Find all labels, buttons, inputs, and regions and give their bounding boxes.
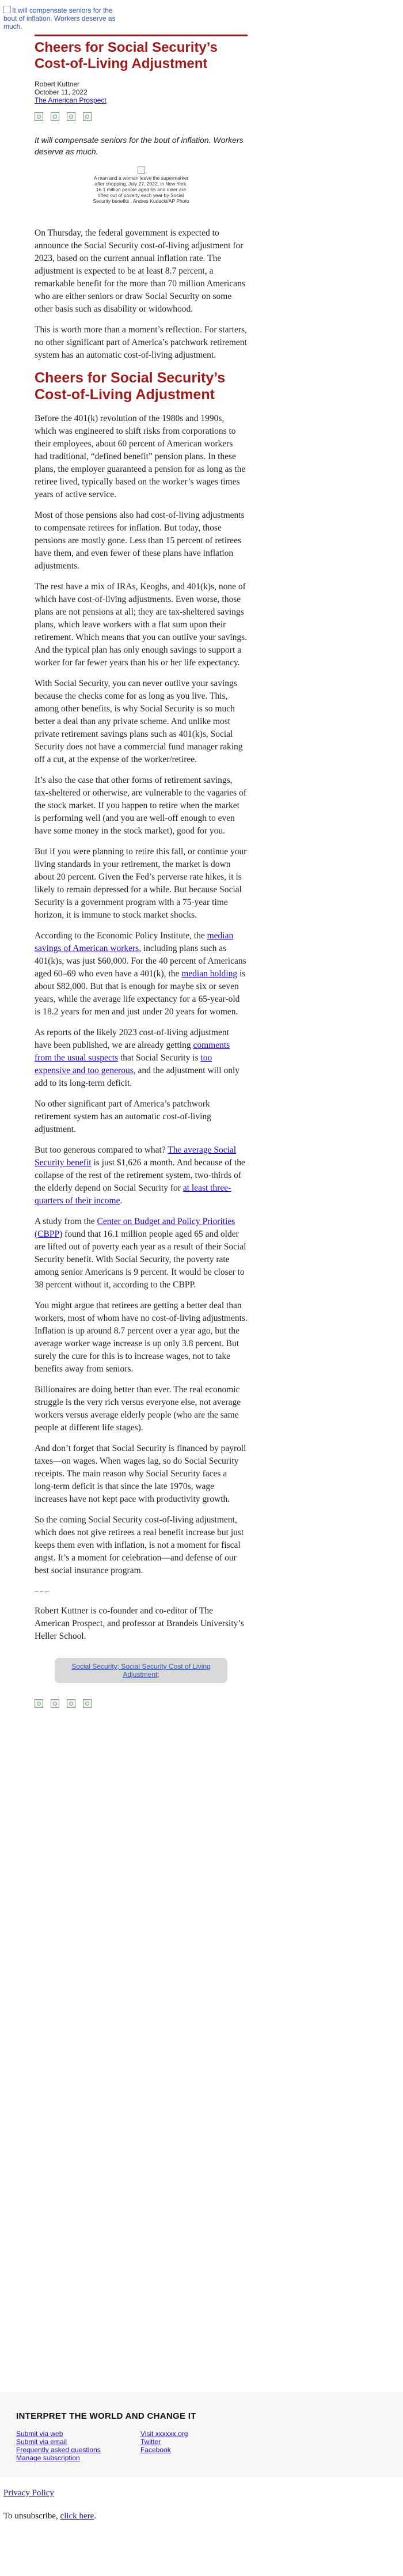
cbpp-link[interactable]: Center on Budget and Policy Priorities (CBPP)	[35, 1217, 235, 1239]
paragraph: With Social Security, you can never outlive your savings because the checks come for as long as you live. This, among other benefits, is why Social Security is so much better a deal than any private scheme. And unlike most private retirement savings plans such as 401(k)s, Social Security does not have a commercial fund manager raking off a cut, at the expense of the worker/retiree.	[35, 679, 243, 764]
paragraph: But if you were planning to retire this fall, or continue your living standards in your retirement, the market is down about 20 percent. Given the Fed’s perverse rate hikes, it is likely to remain depressed for a while. But because Social Security is a government program with a 75-year time horizon, it is immune to stock market shocks.	[35, 847, 247, 920]
paragraph	[35, 1215, 248, 1291]
paragraph: Most of those pensions also had cost-of-living adjustments to compensate retirees for inflation. But today, those pensions are mostly gone. Less than 15 percent of retirees have them, and even fewer of these plans have inflation adjustments.	[35, 510, 245, 571]
share-email-icon[interactable]	[83, 112, 92, 121]
paragraph: And don’t forget that Social Security is financed by payroll taxes—on wages. When wages lag, so do Social Security receipts. The main reason why Social Security faces a long-term deficit is that since the late 1970s, wage increases have not kept pace with productivity growth.	[35, 1444, 246, 1504]
footer-links-left	[16, 2430, 101, 2462]
text: But too generous compared to what?	[35, 1145, 168, 1155]
divider: ~~~	[35, 1587, 51, 1596]
share-facebook-icon[interactable]	[35, 112, 43, 121]
median-holding-link[interactable]: median holding	[181, 969, 238, 979]
subhead: It will compensate seniors for the bout of inflation. Workers deserve as much.	[35, 135, 244, 156]
share-twitter-icon[interactable]	[51, 112, 59, 121]
paragraph: No other significant part of America’s patchwork retirement system has an automatic cost-of-living adjustment.	[35, 1099, 211, 1134]
photo-caption: A man and a woman leave the supermarket after shopping, July 27, 2022, in New York. 16.1 million people aged 65 and older are lifted out of poverty each year by Social Security benefits , Andres Kudacki/AP Photo	[93, 175, 189, 204]
footer	[0, 2392, 403, 2477]
share-icons	[35, 112, 248, 123]
privacy-policy-link[interactable]: Privacy Policy	[3, 2488, 54, 2498]
paragraph: The rest have a mix of IRAs, Keoghs, and 401(k)s, none of which have cost-of-living adjustments. Even worse, those plans are not pensions at all; they are tax-sheltered savings plans, which leave workers with a flat sum upon their retirement. Which means that you can outlive your savings. And the typical plan has only enough savings to support a worker for far fewer years than his or her life expectancy.	[35, 582, 248, 668]
privacy-policy	[3, 2488, 54, 2498]
manage-subscription-link[interactable]: Manage subscription	[16, 2454, 80, 2462]
paragraph: This is worth more than a moment’s reflection. For starters, no other significant part of America’s patchwork retirement system has an automatic cost-of-living adjustment.	[35, 325, 247, 360]
paragraph	[35, 930, 248, 1018]
paragraph	[35, 1026, 248, 1090]
date: October 11, 2022	[35, 88, 88, 96]
too-expensive-link[interactable]: too expensive and too generous	[35, 1053, 212, 1075]
paragraph: Billionaires are doing better than ever. The real economic struggle is the very rich versus everyone else, not average workers versus average elderly people (who are the same people at different life stages).	[35, 1385, 241, 1433]
average-benefit-link[interactable]: The average Social Security benefit	[35, 1145, 237, 1168]
text: .	[120, 1196, 123, 1206]
publication-link[interactable]: The American Prospect	[35, 96, 107, 104]
text: is just $1,626 a month. And because of the collapse of the rest of the retirement system, two-thirds of the elderly depend on Social Security for	[35, 1158, 245, 1193]
paragraph: So the coming Social Security cost-of-living adjustment, which does not give retirees a real benefit increase but just keeps them even with inflation, is not a moment for fiscal angst. It’s a moment for celebration—and defense of our best social insurance program.	[35, 1515, 244, 1575]
author: Robert Kuttner	[35, 80, 80, 88]
paragraph: On Thursday, the federal government is expected to announce the Social Security cost-of-living adjustment for 2023, based on the current annual inflation rate. The adjustment is expected to be at least 8.7 percent, a remarkable benefit for the more than 70 million Americans who are either seniors or draw Social Security on some other basis such as disability or widowhood.	[35, 228, 245, 314]
text: , including plans such as 401(k)s, was just $60,000. For the 40 percent of Americans aged 60–69 who even have a 401(k), the	[35, 944, 246, 979]
preheader-text: It will compensate seniors for the bout of inflation. Workers deserve as much.	[3, 6, 116, 31]
photo	[92, 166, 190, 204]
text: is about $82,000. But that is enough for maybe six or seven years, while the average life expectancy for a 65-year-old is 18.2 years for men and just under 20 years for women.	[35, 969, 246, 1017]
broken-image-icon	[3, 6, 11, 13]
twitter-link[interactable]: Twitter	[140, 2438, 161, 2446]
share-linkedin-icon[interactable]	[67, 112, 75, 121]
section-heading: Cheers for Social Security’s Cost-of-Living Adjustment	[35, 370, 226, 403]
footer-heading: INTERPRET THE WORLD AND CHANGE IT	[16, 2411, 196, 2421]
social-icons	[35, 1699, 248, 1710]
facebook-link[interactable]: Facebook	[140, 2446, 171, 2454]
article-meta	[35, 80, 248, 104]
median-savings-link[interactable]: median savings of American workers	[35, 931, 234, 953]
email-container	[35, 35, 248, 1710]
paragraph: You might argue that retirees are getting a better deal than workers, most of whom have no cost-of-living adjustments. Inflation is up around 8.7 percent over a year ago, but the average worker wage increase is up only 3.8 percent. But surely the cure for this is to increase wages, not to take benefits away from seniors.	[35, 1301, 248, 1374]
text: found that 16.1 million people aged 65 and older are lifted out of poverty each year as a result of their Social Security benefit. With Social Security, the poverty rate among senior Americans is 9 percent. It would be closer to 38 percent without it, according to the CBPP.	[35, 1229, 246, 1290]
text: that Social Security is	[118, 1053, 201, 1063]
email-icon[interactable]	[83, 1699, 92, 1708]
three-quarters-link[interactable]: at least three-quarters of their income	[35, 1183, 231, 1206]
photo-image-icon	[138, 166, 145, 174]
visit-site-link[interactable]: Visit xxxxxx.org	[140, 2430, 188, 2438]
facebook-icon[interactable]	[35, 1699, 43, 1708]
preheader[interactable]	[3, 6, 119, 31]
paragraph: Before the 401(k) revolution of the 1980s and 1990s, which was engineered to shift risks from corporations to their employees, about 60 percent of American workers had traditional, “defined benefit” pension plans. In these plans, the employer guaranteed a pension for as long as the retiree lived, typically based on the worker’s wages times years of active service.	[35, 414, 246, 499]
twitter-icon[interactable]	[51, 1699, 59, 1708]
article-body	[35, 227, 248, 1643]
unsubscribe-text: To unsubscribe,	[3, 2511, 60, 2521]
tags-pill	[55, 1658, 227, 1683]
footer-links-right	[140, 2430, 188, 2454]
text: , and the adjustment will only add to its long-term deficit.	[35, 1066, 240, 1088]
faq-link[interactable]: Frequently asked questions	[16, 2446, 101, 2454]
unsubscribe-end: .	[94, 2511, 96, 2521]
unsubscribe	[3, 2511, 96, 2521]
paragraph: It’s also the case that other forms of retirement savings, tax-sheltered or otherwise, are vulnerable to the vagaries of the stock market. If you happen to retire when the market is performing well (and you are well-off enough to even have some money in the stock market), good for you.	[35, 775, 246, 836]
text: As reports of the likely 2023 cost-of-living adjustment have been published, we are already getting	[35, 1028, 229, 1050]
author-bio: Robert Kuttner is co-founder and co-editor of The American Prospect, and professor at Brandeis University’s Heller School.	[35, 1606, 244, 1641]
text: A study from the	[35, 1217, 97, 1226]
tags-link[interactable]: Social Security; Social Security Cost of Living Adjustment;	[71, 1662, 211, 1679]
linkedin-icon[interactable]	[67, 1699, 75, 1708]
paragraph	[35, 1144, 248, 1207]
text: According to the Economic Policy Institute, the	[35, 931, 207, 941]
submit-web-link[interactable]: Submit via web	[16, 2430, 63, 2438]
submit-email-link[interactable]: Submit via email	[16, 2438, 67, 2446]
article-title: Cheers for Social Security’s Cost-of-Living Adjustment	[35, 40, 218, 71]
unsubscribe-link[interactable]: click here	[60, 2511, 94, 2521]
usual-suspects-link[interactable]: comments from the usual suspects	[35, 1040, 230, 1063]
